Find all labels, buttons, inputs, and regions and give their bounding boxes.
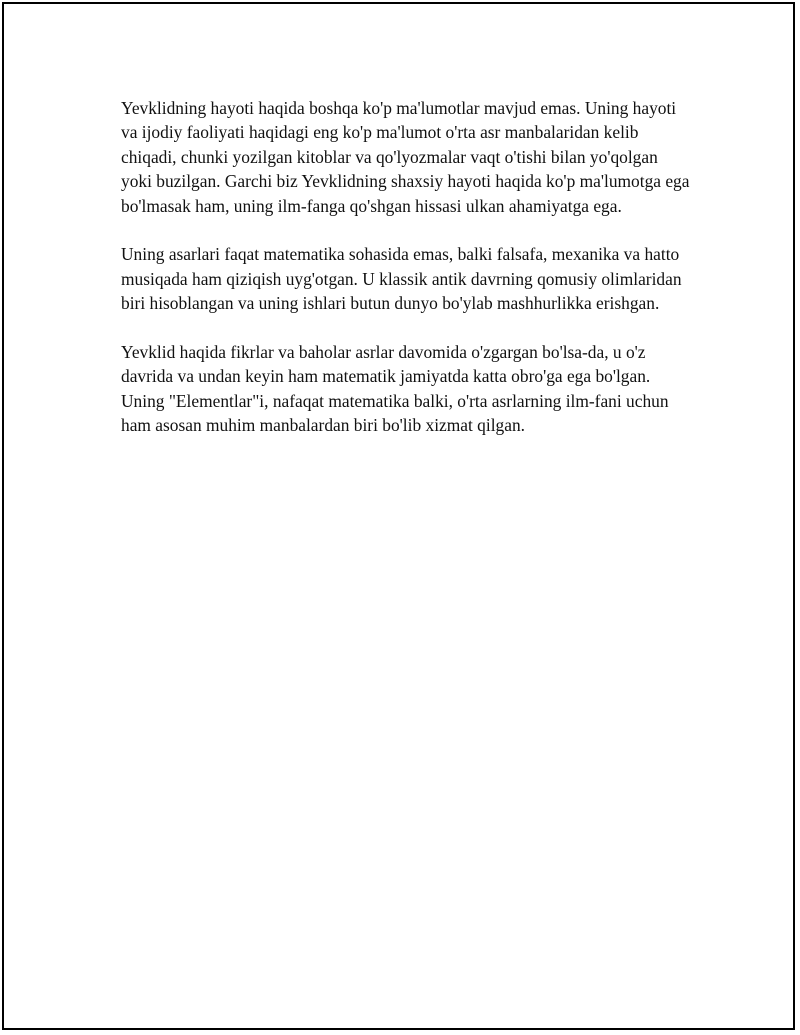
document-body (121, 96, 691, 462)
paragraph-1: Yevklidning hayoti haqida boshqa ko'p ma'lumotlar mavjud emas. Uning hayoti va ijodiy faoliyati haqidagi eng ko'p ma'lumot o'rta asr manbalaridan kelib chiqadi, chunki yozilgan kitoblar va qo'lyozmalar vaqt o'tishi bilan yo'qolgan yoki buzilgan. Garchi biz Yevklidning shaxsiy hayoti haqida ko'p ma'lumotga ega bo'lmasak ham, uning ilm-fanga qo'shgan hissasi ulkan ahamiyatga ega. (121, 98, 690, 216)
document-page (2, 2, 795, 1030)
paragraph-2: Uning asarlari faqat matematika sohasida emas, balki falsafa, mexanika va hatto musiqada ham qiziqish uyg'otgan. U klassik antik davrning qomusiy olimlaridan biri hisoblangan va uning ishlari butun dunyo bo'ylab mashhurlikka erishgan. (121, 244, 682, 314)
paragraph-3: Yevklid haqida fikrlar va baholar asrlar davomida o'zgargan bo'lsa-da, u o'z davrida va undan keyin ham matematik jamiyatda katta obro'ga ega bo'lgan. Uning "Elementlar"i, nafaqat matematika balki, o'rta asrlarning ilm-fani uchun ham asosan muhim manbalardan biri bo'lib xizmat qilgan. (121, 342, 669, 436)
